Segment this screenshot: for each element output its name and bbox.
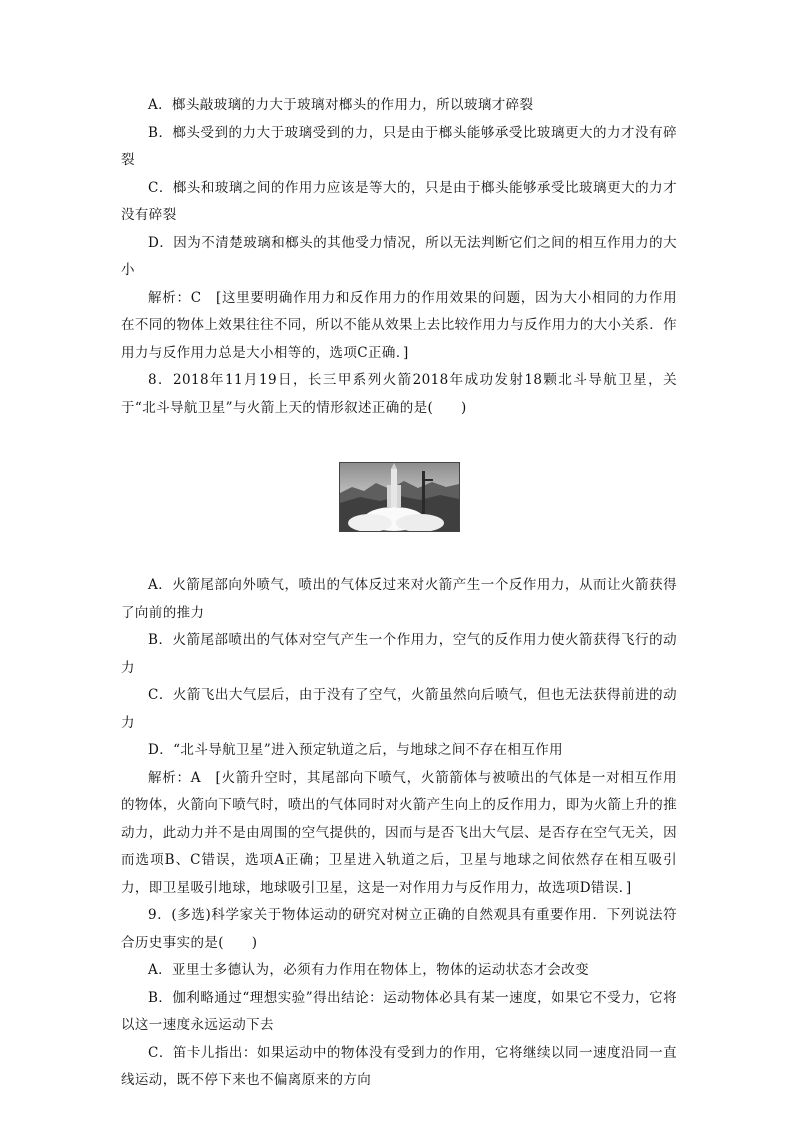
- q8-stem: 8．2018年11月19日，长三甲系列火箭2018年成功发射18颗北斗导航卫星，关于“北斗导航卫星”与火箭上天的情形叙述正确的是( ): [121, 372, 677, 416]
- q9-stem: 9．(多选)科学家关于物体运动的研究对树立正确的自然观具有重要作用．下列说法符合历史事实的是( ): [121, 907, 677, 951]
- q7-option-b: B．榔头受到的力大于玻璃受到的力，只是由于榔头能够承受比玻璃更大的力才没有碎裂: [121, 124, 677, 168]
- q8-figure: [121, 422, 677, 572]
- q8-option-b: B．火箭尾部喷出的气体对空气产生一个作用力，空气的反作用力使火箭获得飞行的动力: [121, 632, 677, 676]
- rocket-launch-photo-icon: [339, 462, 460, 532]
- q8-option-d: D．“北斗导航卫星”进入预定轨道之后，与地球之间不存在相互作用: [148, 742, 564, 758]
- q9-option-c: C．笛卡儿指出：如果运动中的物体没有受到力的作用，它将继续以同一速度沿同一直线运动，既不停下来也不偏离原来的方向: [121, 1044, 677, 1088]
- q9-option-a: A．亚里士多德认为，必须有力作用在物体上，物体的运动状态才会改变: [148, 962, 590, 978]
- q8-option-c: C．火箭飞出大气层后，由于没有了空气，火箭虽然向后喷气，但也无法获得前进的动力: [121, 687, 677, 731]
- q8-option-a: A．火箭尾部向外喷气，喷出的气体反过来对火箭产生一个反作用力，从而让火箭获得了向前的推力: [121, 577, 677, 621]
- q9-option-b: B．伽利略通过“理想实验”得出结论：运动物体必具有某一速度，如果它不受力，它将以这一速度永远运动下去: [121, 989, 677, 1033]
- q7-option-d: D．因为不清楚玻璃和榔头的其他受力情况，所以无法判断它们之间的相互作用力的大小: [121, 234, 677, 278]
- q7-analysis: 解析：C [这里要明确作用力和反作用力的作用效果的问题，因为大小相同的力作用在不同的物体上效果往往不同，所以不能从效果上去比较作用力与反作用力的大小关系．作用力与反作用力总是大小相等的，选项C正确．]: [121, 289, 677, 361]
- q8-analysis: 解析：A [火箭升空时，其尾部向下喷气，火箭箭体与被喷出的气体是一对相互作用的物体，火箭向下喷气时，喷出的气体同时对火箭产生向上的反作用力，即为火箭上升的推动力，此动力并不是由周围的空气提供的，因而与是否飞出大气层、是否存在空气无关，因而选项B、C错误，选项A正确；卫星进入轨道之后，卫星与地球之间依然存在相互吸引力，即卫星吸引地球，地球吸引卫星，这是一对作用力与反作用力，故选项D错误．]: [121, 769, 677, 896]
- q7-option-a: A．榔头敲玻璃的力大于玻璃对榔头的作用力，所以玻璃才碎裂: [148, 97, 534, 113]
- page-content: [121, 92, 677, 1095]
- q7-option-c: C．榔头和玻璃之间的作用力应该是等大的，只是由于榔头能够承受比玻璃更大的力才没有碎裂: [121, 179, 677, 223]
